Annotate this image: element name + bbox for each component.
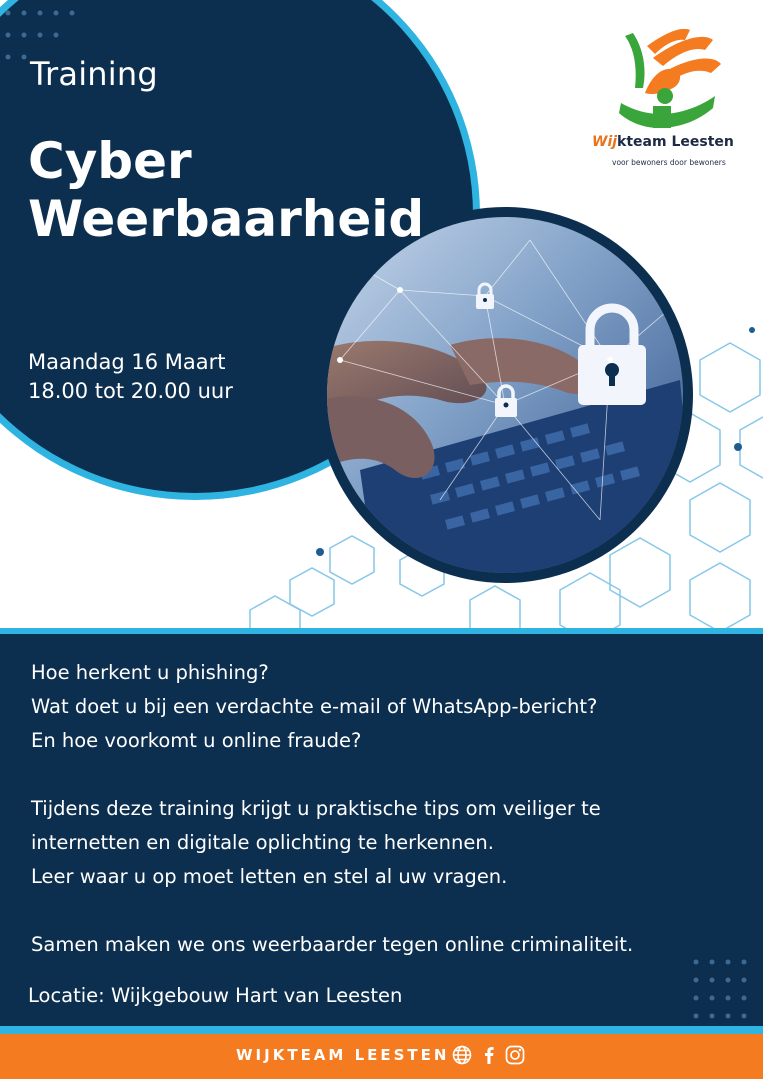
description-line: Leer waar u op moet letten en stel al uw vragen. bbox=[31, 865, 508, 888]
footer-bar bbox=[0, 1034, 763, 1079]
description-line: internetten en digitale oplichting te herkennen. bbox=[31, 831, 494, 854]
intro-questions bbox=[31, 656, 597, 758]
logo-wordmark bbox=[592, 134, 734, 150]
question-line: En hoe voorkomt u online fraude? bbox=[31, 729, 362, 752]
kicker-training: Training bbox=[30, 55, 158, 93]
description-line: Tijdens deze training krijgt u praktische tips om veiliger te bbox=[31, 797, 601, 820]
cyan-divider bbox=[0, 1026, 763, 1034]
closing-line: Samen maken we ons weerbaarder tegen online criminaliteit. bbox=[31, 933, 634, 956]
event-date: Maandag 16 Maart bbox=[28, 350, 226, 374]
facebook-icon[interactable] bbox=[478, 1044, 500, 1066]
dot-grid-bottom bbox=[690, 956, 760, 1028]
event-time: 18.00 tot 20.00 uur bbox=[28, 379, 233, 403]
title-line-1: Cyber bbox=[28, 132, 192, 190]
title-line-2: Weerbaarheid bbox=[28, 190, 425, 248]
training-description bbox=[31, 792, 601, 894]
footer-label: WIJKTEAM LEESTEN bbox=[236, 1046, 450, 1064]
event-location: Locatie: Wijkgebouw Hart van Leesten bbox=[28, 984, 403, 1007]
info-panel bbox=[0, 628, 763, 1026]
question-line: Wat doet u bij een verdachte e-mail of WhatsApp-bericht? bbox=[31, 695, 598, 718]
globe-icon[interactable] bbox=[451, 1044, 473, 1066]
logo-wordmark-rest: kteam Leesten bbox=[617, 134, 734, 150]
question-line: Hoe herkent u phishing? bbox=[31, 661, 269, 684]
wijkteam-logo bbox=[585, 18, 755, 178]
logo-tagline: voor bewoners door bewoners bbox=[612, 158, 726, 167]
instagram-icon[interactable] bbox=[504, 1044, 526, 1066]
logo-wordmark-highlight: Wij bbox=[592, 134, 618, 150]
closing-statement bbox=[31, 928, 633, 962]
